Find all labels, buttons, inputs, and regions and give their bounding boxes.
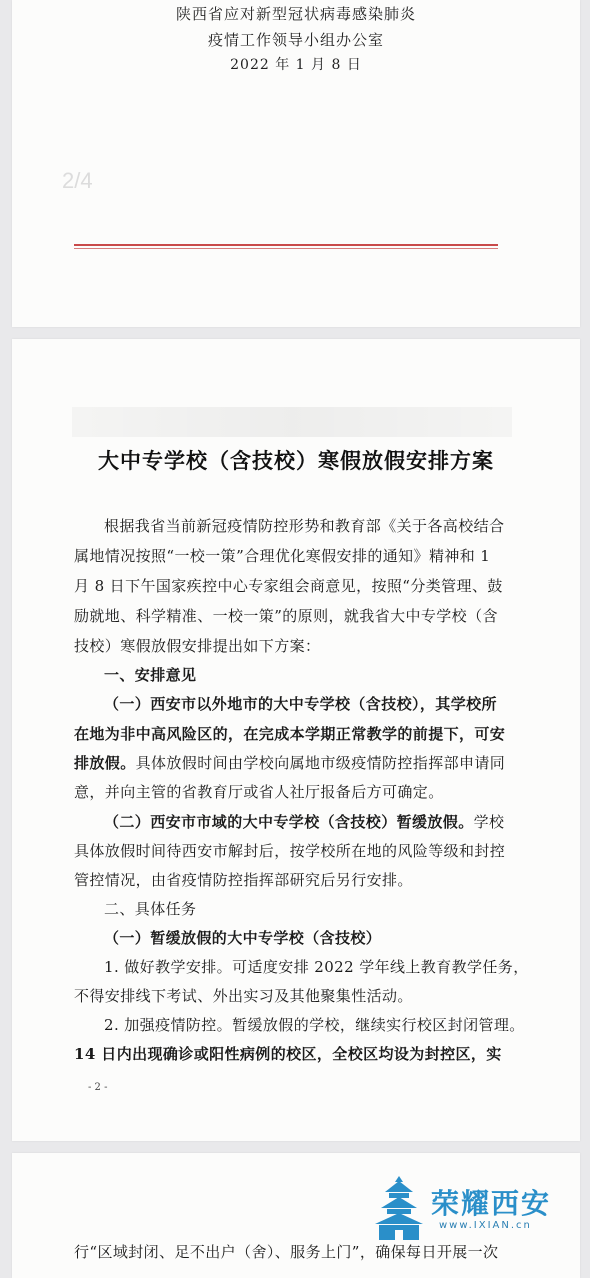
text-line-bold: 在地为非中高风险区的，在完成本学期正常教学的前提下，可安: [74, 725, 506, 743]
item-lead: 1. 做好教学安排。: [104, 958, 233, 976]
bell-tower-icon: [373, 1176, 425, 1240]
text-line: 行“区域封闭、足不出户（舍）、服务上门”，确保每日开展一次: [74, 1243, 499, 1261]
page-number: - 2 -: [88, 1082, 108, 1093]
text-line-bold: 14 日内出现确诊或阳性病例的校区，全校区均设为封控区，实: [74, 1045, 502, 1063]
text-line-bold: （一）西安市以外地市的大中专学校（含技校），其学校所: [104, 695, 497, 713]
logo-brand-text: 荣耀西安: [431, 1187, 552, 1220]
text-line: [104, 1014, 525, 1035]
text-line: 排放假。具体放假时间由学校向属地市级疫情防控指挥部申请同: [74, 754, 506, 772]
item-rest: 可适度安排 2022 学年线上教育教学任务，: [232, 958, 529, 976]
text-line: 管控情况，由省疫情防控指挥部研究后另行安排。: [74, 871, 413, 889]
site-logo: [373, 1176, 563, 1248]
document-page-1: [12, 0, 580, 327]
issue-date: 2022 年 1 月 8 日: [230, 57, 362, 73]
text-line: 属地情况按照“一校一策”合理优化寒假安排的通知》精神和 1: [74, 547, 491, 565]
lead-rest: 学校: [473, 813, 505, 831]
section-heading: 二、具体任务: [104, 900, 197, 918]
text-line: 不得安排线下考试、外出实习及其他聚集性活动。: [74, 987, 413, 1005]
text-line: [104, 811, 504, 832]
item-rest: 暂缓放假的学校，继续实行校区封闭管理。: [232, 1016, 525, 1034]
issuer-line-2: 疫情工作领导小组办公室: [207, 31, 384, 49]
text-line: 根据我省当前新冠疫情防控形势和教育部《关于各高校结合: [104, 517, 505, 535]
section-heading: 一、安排意见: [104, 666, 197, 684]
text-line: 意，并向主管的省教育厅或省人社厅报备后方可确定。: [74, 783, 444, 801]
bleed-through-shadow: [72, 407, 512, 437]
item-lead: 2. 加强疫情防控。: [104, 1016, 233, 1034]
red-rule-line: [74, 244, 498, 246]
red-rule-line-thin: [74, 248, 498, 249]
logo-url-text: www.IXIAN.cn: [439, 1220, 532, 1231]
page-indicator: 2/4: [62, 168, 93, 193]
text-line: [104, 956, 529, 977]
text-line: 具体放假时间待西安市解封后，按学校所在地的风险等级和封控: [74, 842, 506, 860]
text-line: 月 8 日下午国家疾控中心专家组会商意见，按照“分类管理、鼓: [74, 577, 503, 595]
text-line: 技校）寒假放假安排提出如下方案：: [74, 637, 321, 655]
document-page-2: [12, 339, 580, 1141]
document-title: 大中专学校（含技校）寒假放假安排方案: [98, 448, 494, 473]
subsection-heading: （一）暂缓放假的大中专学校（含技校）: [104, 929, 382, 947]
bold-lead: （二）西安市市域的大中专学校（含技校）暂缓放假。: [104, 813, 474, 831]
issuer-line-1: 陕西省应对新型冠状病毒感染肺炎: [175, 5, 416, 23]
text-line: 励就地、科学精准、一校一策”的原则，就我省大中专学校（含: [74, 607, 498, 625]
